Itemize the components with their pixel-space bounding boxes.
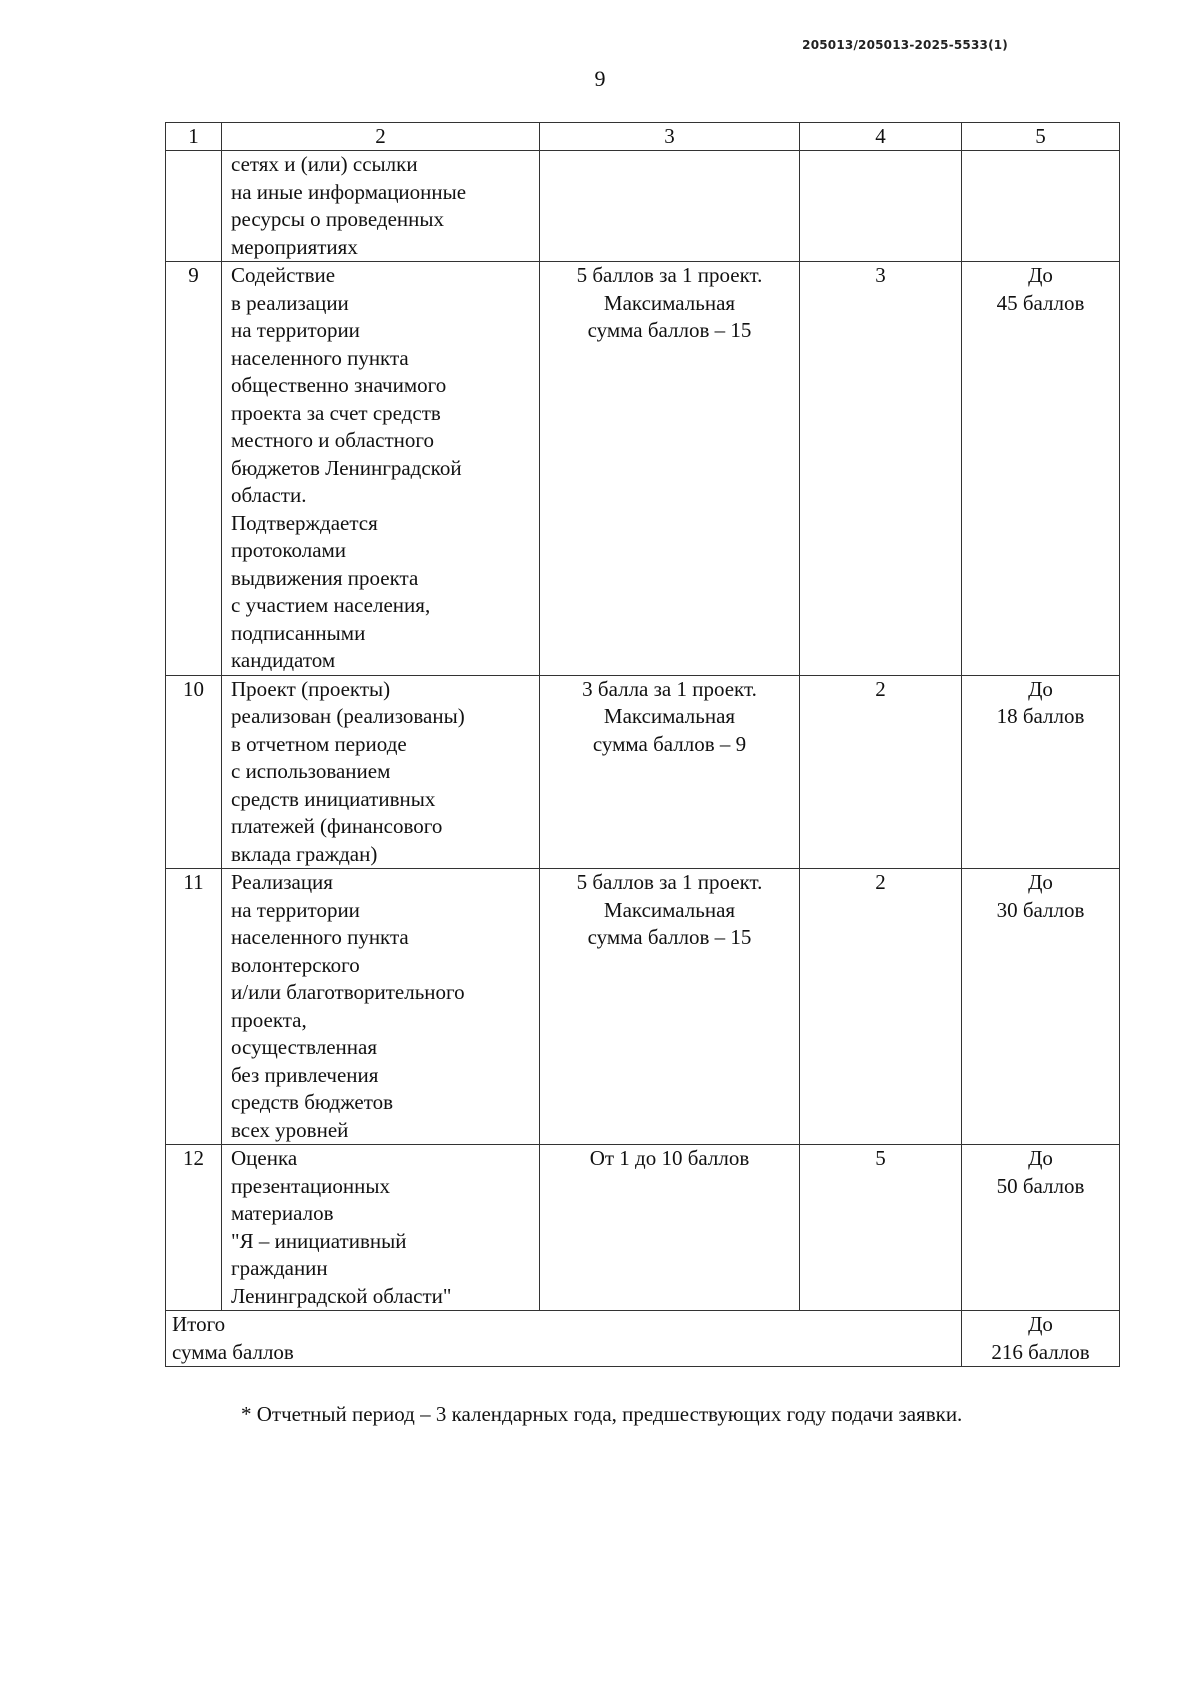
- scoring-cell: 5 баллов за 1 проект. Максимальная сумма баллов – 15: [540, 262, 800, 676]
- total-label: Итого сумма баллов: [166, 1311, 962, 1367]
- table-row: [166, 675, 1120, 869]
- criterion-cell: сетях и (или) ссылки на иные информационные ресурсы о проведенных мероприятиях: [222, 151, 540, 262]
- row-number: [166, 151, 222, 262]
- weight-cell: 2: [800, 869, 962, 1145]
- weight-cell: [800, 151, 962, 262]
- max-score-cell: До 45 баллов: [962, 262, 1120, 676]
- row-number: 9: [166, 262, 222, 676]
- column-header: 1: [166, 123, 222, 151]
- weight-cell: 2: [800, 675, 962, 869]
- column-header: 5: [962, 123, 1120, 151]
- column-header: 2: [222, 123, 540, 151]
- scoring-cell: 3 балла за 1 проект. Максимальная сумма баллов – 9: [540, 675, 800, 869]
- criteria-table: [165, 122, 1120, 1367]
- column-header: 4: [800, 123, 962, 151]
- scoring-cell: [540, 151, 800, 262]
- max-score-cell: До 30 баллов: [962, 869, 1120, 1145]
- total-row: [166, 1311, 1120, 1367]
- criterion-cell: Содействие в реализации на территории населенного пункта общественно значимого проекта за счет средств местного и областного бюджетов Ленинградской области. Подтверждается протоколами выдвижения проекта с участием населения, подписанными кандидатом: [222, 262, 540, 676]
- footnote: * Отчетный период – 3 календарных года, предшествующих году подачи заявки.: [241, 1402, 963, 1426]
- weight-cell: 3: [800, 262, 962, 676]
- criterion-cell: Оценка презентационных материалов "Я – инициативный гражданин Ленинградской области": [222, 1145, 540, 1311]
- criterion-cell: Проект (проекты) реализован (реализованы) в отчетном периоде с использованием средств инициативных платежей (финансового вклада граждан): [222, 675, 540, 869]
- table-row: [166, 151, 1120, 262]
- row-number: 12: [166, 1145, 222, 1311]
- total-value: До 216 баллов: [962, 1311, 1120, 1367]
- weight-cell: 5: [800, 1145, 962, 1311]
- max-score-cell: [962, 151, 1120, 262]
- table-row: [166, 1145, 1120, 1311]
- criterion-cell: Реализация на территории населенного пункта волонтерского и/или благотворительного проекта, осуществленная без привлечения средств бюджетов всех уровней: [222, 869, 540, 1145]
- max-score-cell: До 18 баллов: [962, 675, 1120, 869]
- max-score-cell: До 50 баллов: [962, 1145, 1120, 1311]
- table-header-row: [166, 123, 1120, 151]
- scoring-cell: 5 баллов за 1 проект. Максимальная сумма баллов – 15: [540, 869, 800, 1145]
- document-id: 205013/205013-2025-5533(1): [802, 38, 1008, 52]
- table-row: [166, 262, 1120, 676]
- row-number: 11: [166, 869, 222, 1145]
- page-number: 9: [594, 66, 606, 91]
- column-header: 3: [540, 123, 800, 151]
- row-number: 10: [166, 675, 222, 869]
- table-row: [166, 869, 1120, 1145]
- scoring-cell: От 1 до 10 баллов: [540, 1145, 800, 1311]
